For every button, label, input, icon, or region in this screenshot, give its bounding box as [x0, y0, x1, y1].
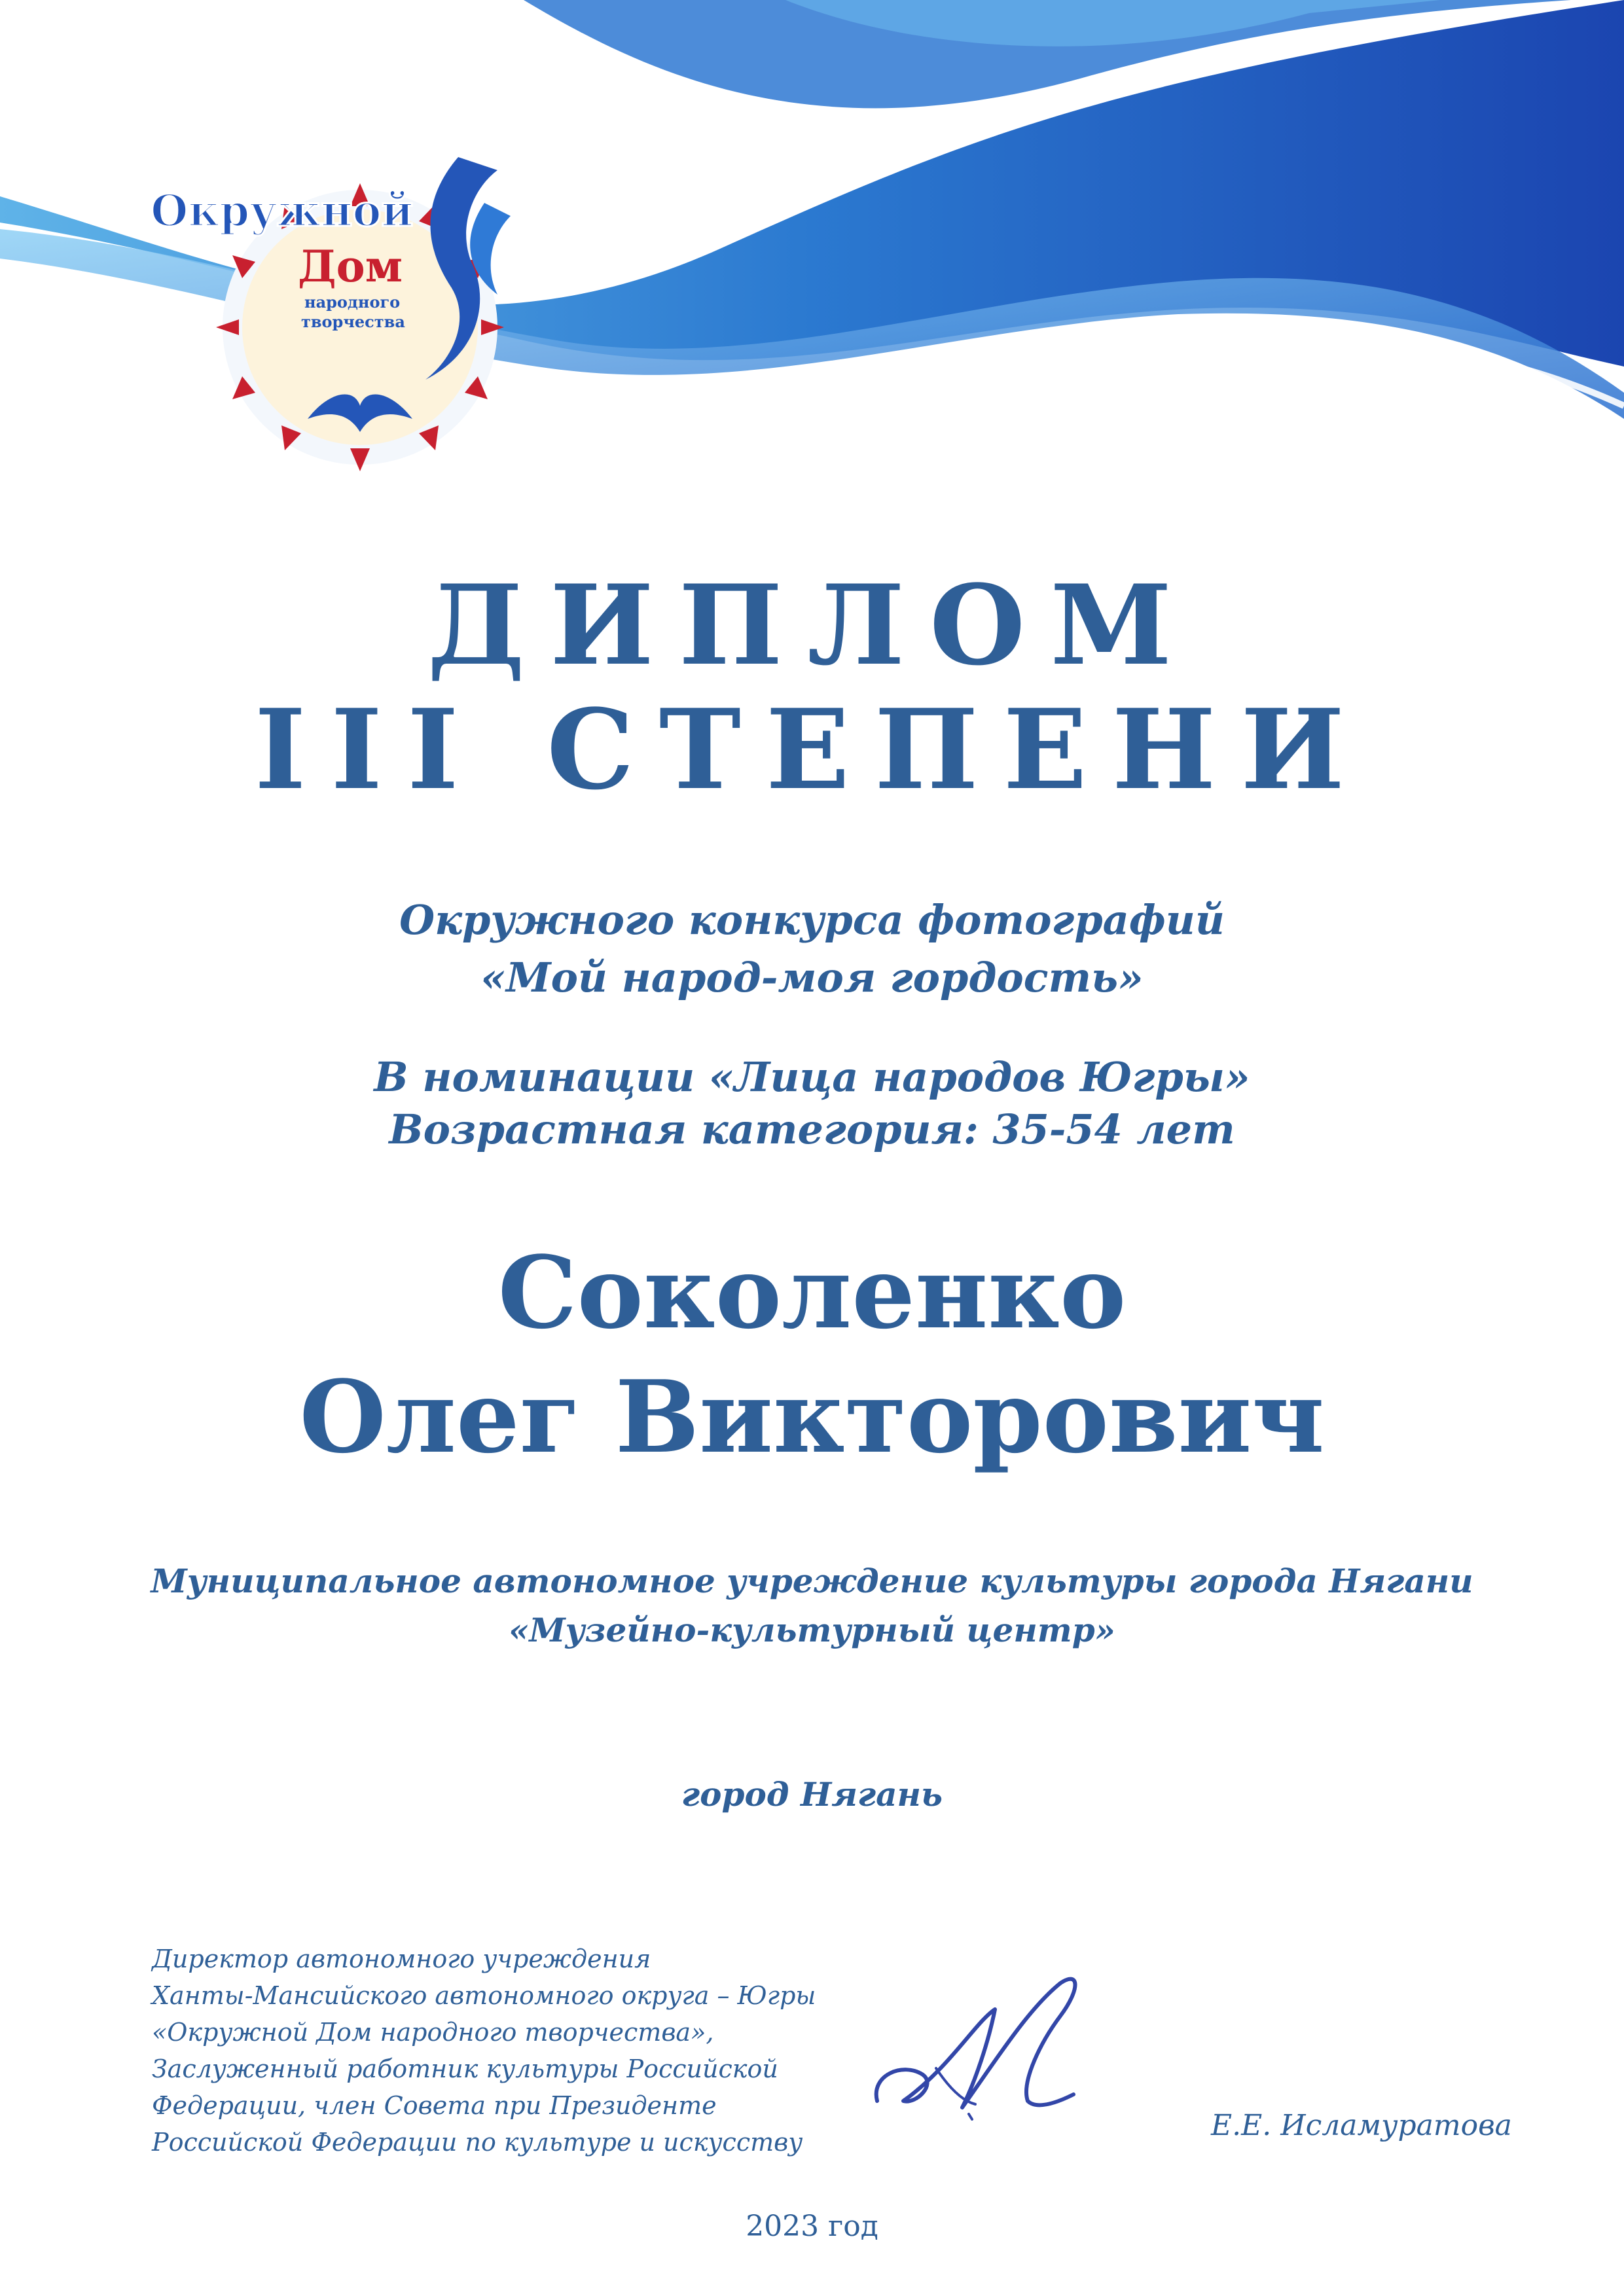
organization-line1: Муниципальное автономное учреждение культуры города Нягани [151, 1562, 1473, 1600]
nomination: В номинации «Лица народов Югры» [374, 1053, 1250, 1101]
signatory-line: «Окружной Дом народного творчества», [152, 2018, 714, 2047]
organization-logo [144, 144, 576, 484]
signatory-name: Е.Е. Исламуратова [1211, 2109, 1512, 2142]
issue-year: 2023 год [746, 2210, 878, 2243]
handwritten-signature [864, 1970, 1126, 2121]
organization-line2: «Музейно-культурный центр» [509, 1611, 1115, 1649]
contest-name-line1: Окружного конкурса фотографий [399, 896, 1225, 944]
signatory-title [152, 1941, 905, 2161]
recipient-given-names: Олег Викторович [299, 1358, 1325, 1475]
signatory-line: Директор автономного учреждения [152, 1945, 651, 1973]
logo-text-narodnogo: народного [304, 293, 401, 312]
contest-name-line2: «Мой народ-моя гордость» [480, 954, 1144, 1001]
recipient-surname: Соколенко [497, 1234, 1127, 1351]
age-category: Возрастная категория: 35-54 лет [389, 1105, 1235, 1153]
signatory-line: Российской Федерации по культуре и искусству [152, 2128, 803, 2157]
signatory-line: Федерации, член Совета при Президенте [152, 2091, 717, 2120]
diploma-title: ДИПЛОМ [427, 560, 1197, 690]
logo-text-okruzhnoy: Окружной [151, 185, 414, 236]
diploma-degree: III СТЕПЕНИ [254, 685, 1370, 814]
logo-text-dom: Дом [298, 241, 403, 292]
signatory-line: Заслуженный работник культуры Российской [152, 2054, 778, 2083]
city: город Нягань [681, 1775, 943, 1814]
logo-text-tvorchestva: творчества [301, 312, 405, 331]
signatory-line: Ханты-Мансийского автономного округа – Югры [152, 1981, 816, 2010]
